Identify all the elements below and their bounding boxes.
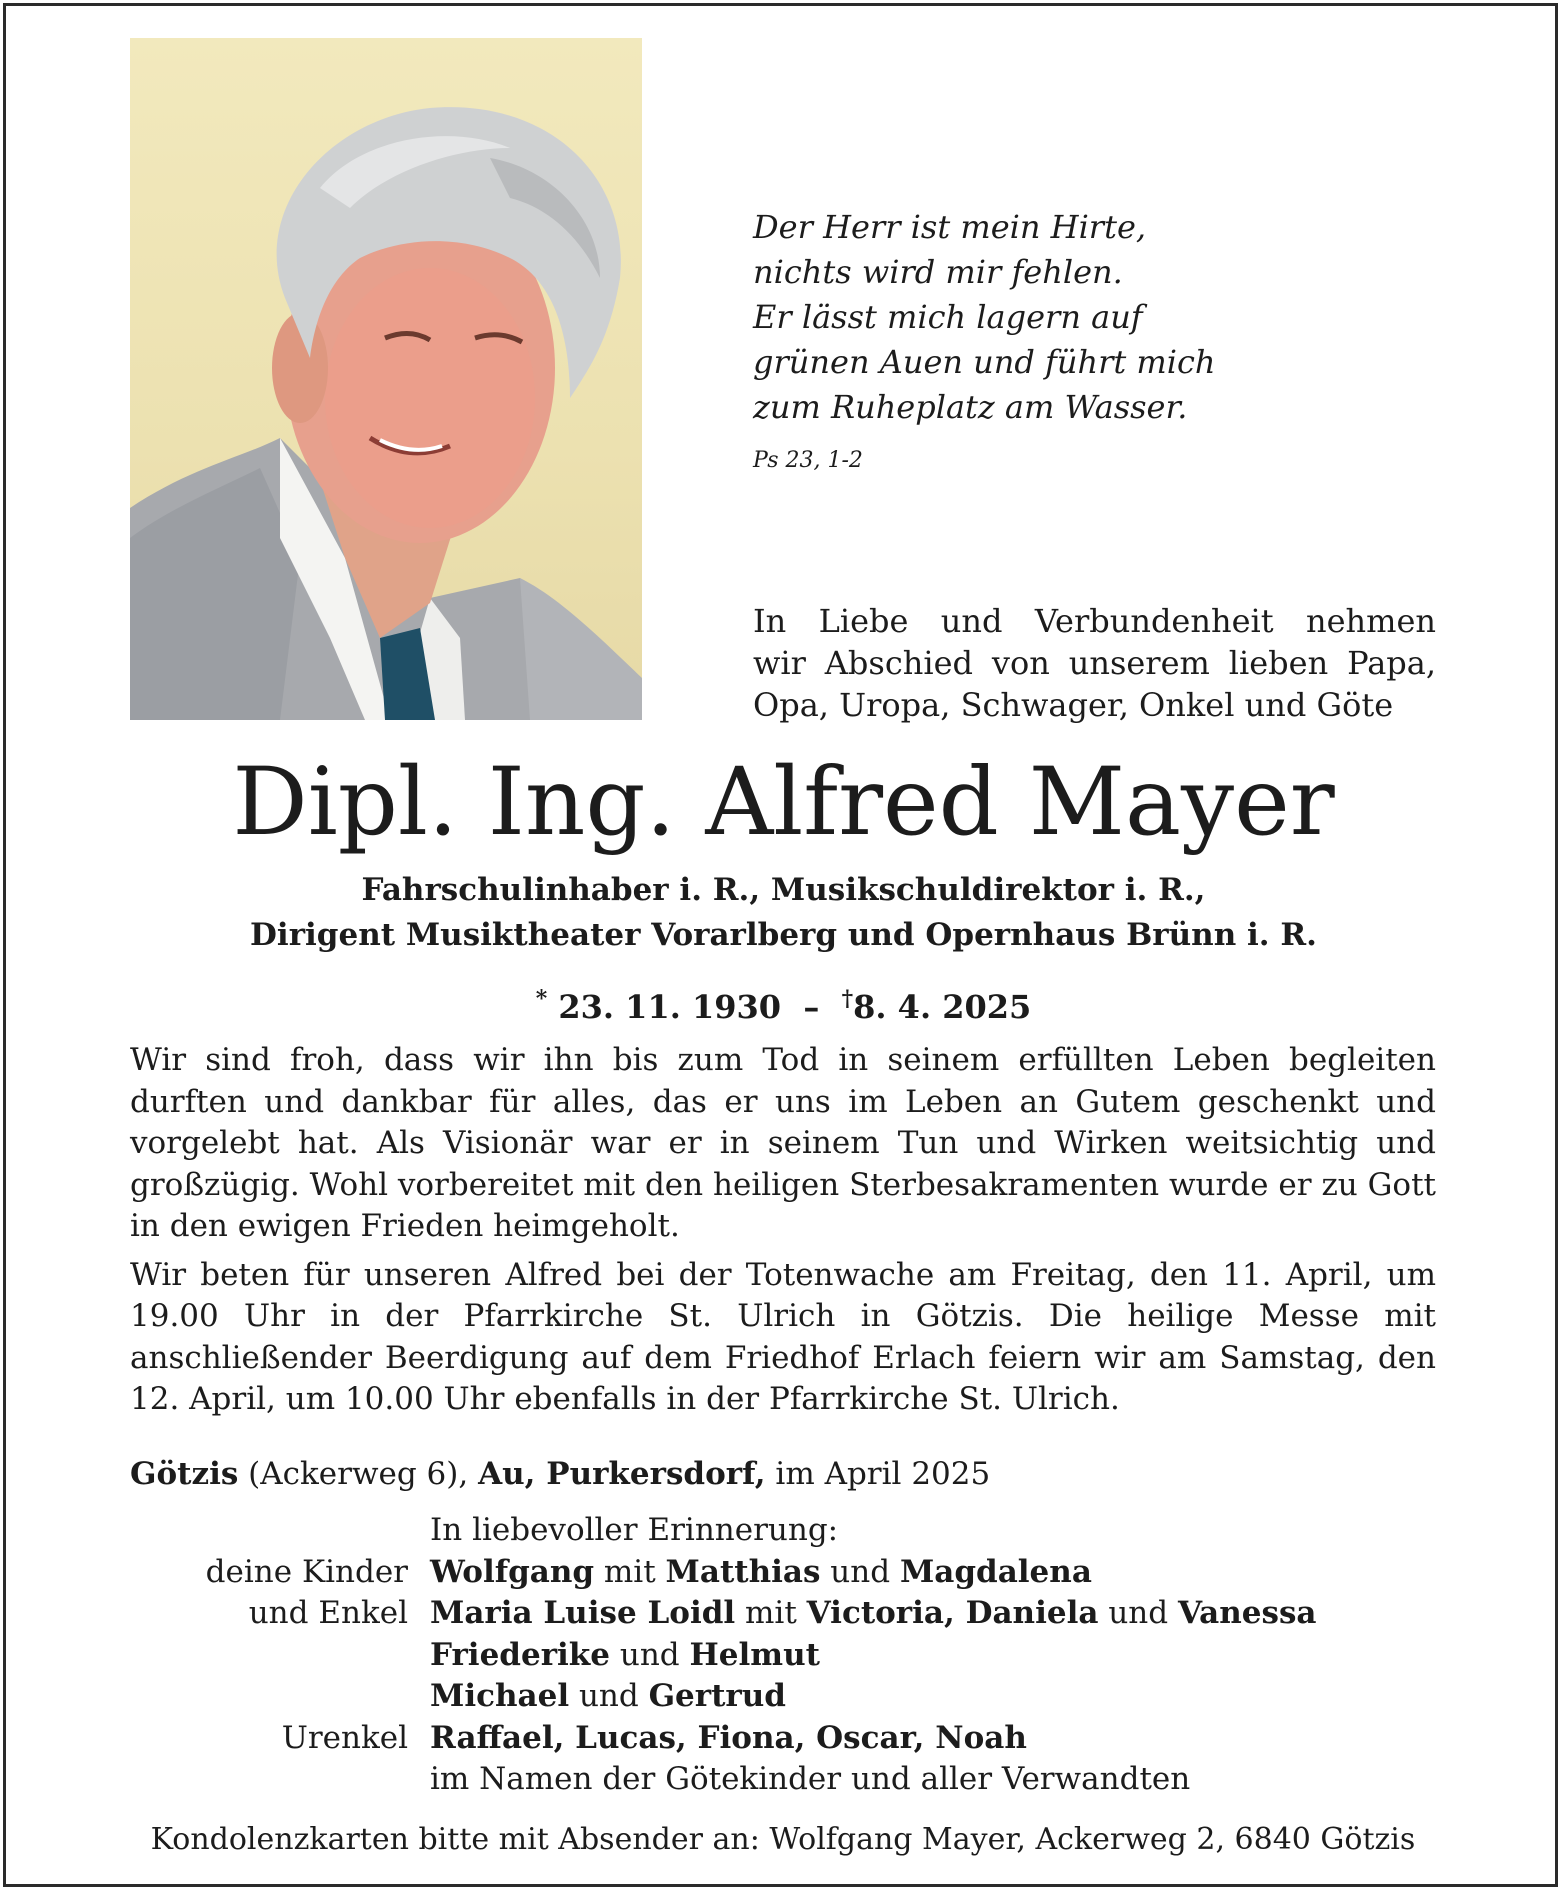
connector: und [610, 1636, 690, 1673]
psalm-line: nichts wird mir fehlen. [753, 253, 1123, 291]
psalm-reference: Ps 23, 1-2 [753, 448, 863, 473]
death-date: 8. 4. 2025 [853, 988, 1032, 1026]
mourner-label: Urenkel [281, 1719, 408, 1756]
psalm-line: zum Ruheplatz am Wasser. [753, 388, 1188, 426]
mourner-name: Victoria, Daniela [806, 1595, 1099, 1631]
list-item [130, 1635, 1436, 1677]
connector: und [820, 1553, 900, 1590]
mourners-heading: In liebevoller Erinnerung: [430, 1512, 839, 1548]
mourner-name: Maria Luise Loidl [430, 1595, 736, 1631]
place-and-date [130, 1452, 1436, 1496]
intro-line: Opa, Uropa, Schwager, Onkel und Göte [753, 686, 1394, 724]
place-date: im April 2025 [765, 1456, 991, 1492]
mourner-name: Wolfgang [430, 1553, 595, 1590]
place-others: Au, Purkersdorf, [478, 1456, 766, 1492]
date-separator: – [803, 988, 820, 1026]
title-line: Fahrschulinhaber i. R., Musikschuldirektor i. R., [361, 872, 1206, 908]
intro-text [753, 600, 1436, 726]
connector: mit [735, 1595, 807, 1631]
mourner-name: Michael [430, 1678, 570, 1714]
deceased-titles [0, 868, 1567, 958]
mourner-label: und Enkel [248, 1595, 408, 1631]
mourners-closing-row [130, 1759, 1436, 1801]
connector: und [1098, 1595, 1178, 1631]
intro-line: wir Abschied von unserem lieben Papa, [753, 644, 1436, 682]
place-address: (Ackerweg 6), [238, 1456, 479, 1492]
list-item [130, 1718, 1436, 1760]
list-item [130, 1676, 1436, 1718]
life-dates [0, 976, 1567, 1030]
mourner-name: Vanessa [1177, 1595, 1317, 1631]
mourners-heading-row [130, 1510, 1436, 1552]
mourner-name: Gertrud [648, 1678, 786, 1714]
psalm-quote [753, 205, 1393, 476]
mourner-name: Friederike [430, 1636, 611, 1673]
condolence-footer: Kondolenzkarten bitte mit Absender an: Wolfgang Mayer, Ackerweg 2, 6840 Götzis [150, 1822, 1416, 1857]
list-item [130, 1593, 1436, 1635]
deceased-name: Dipl. Ing. Alfred Mayer [232, 748, 1335, 857]
body-paragraph: Wir beten für unseren Alfred bei der Totenwache am Freitag, den 11. April, um 19.00 Uhr in der Pfarrkirche St. Ulrich in Götzis. Die heilige Messe mit anschließender Beerdigung auf dem Friedhof Erlach feiern wir am Samstag, den 12. April, um 10.00 Uhr ebenfalls in der Pfarrkirche St. Ulrich. [130, 1256, 1436, 1417]
mourners-closing: im Namen der Götekinder und aller Verwandten [430, 1761, 1191, 1797]
body-paragraph: Wir sind froh, dass wir ihn bis zum Tod in seinem erfüllten Leben begleiten durften und dankbar für alles, das er uns im Leben an Gutem geschenkt und vorgelebt hat. Als Visionär war er in seinem Tun und Wirken weitsichtig und großzügig. Wohl vorbereitet mit den heiligen Sterbesakramenten wurde er zu Gott in den ewigen Frieden heimgeholt. [130, 1042, 1436, 1244]
mourners-list [130, 1510, 1436, 1801]
death-symbol: † [841, 986, 854, 1012]
mourner-name: Helmut [689, 1636, 820, 1673]
obituary-body [130, 1040, 1436, 1428]
mourner-name: Raffael, Lucas, Fiona, Oscar, Noah [430, 1719, 1027, 1756]
psalm-line: grünen Auen und führt mich [753, 343, 1216, 381]
intro-line: In Liebe und Verbundenheit nehmen [753, 602, 1436, 640]
title-line: Dirigent Musiktheater Vorarlberg und Opernhaus Brünn i. R. [250, 917, 1317, 953]
mourner-label: deine Kinder [205, 1553, 408, 1590]
psalm-line: Der Herr ist mein Hirte, [753, 208, 1147, 246]
birth-date: 23. 11. 1930 [558, 988, 782, 1026]
connector: und [569, 1678, 649, 1714]
portrait-photo [130, 38, 642, 720]
mourner-name: Matthias [665, 1553, 821, 1590]
mourner-name: Magdalena [899, 1553, 1092, 1590]
list-item [130, 1552, 1436, 1594]
connector: mit [594, 1553, 666, 1590]
birth-symbol: * [535, 986, 548, 1012]
psalm-line: Er lässt mich lagern auf [753, 298, 1143, 336]
place-town: Götzis [130, 1456, 239, 1492]
